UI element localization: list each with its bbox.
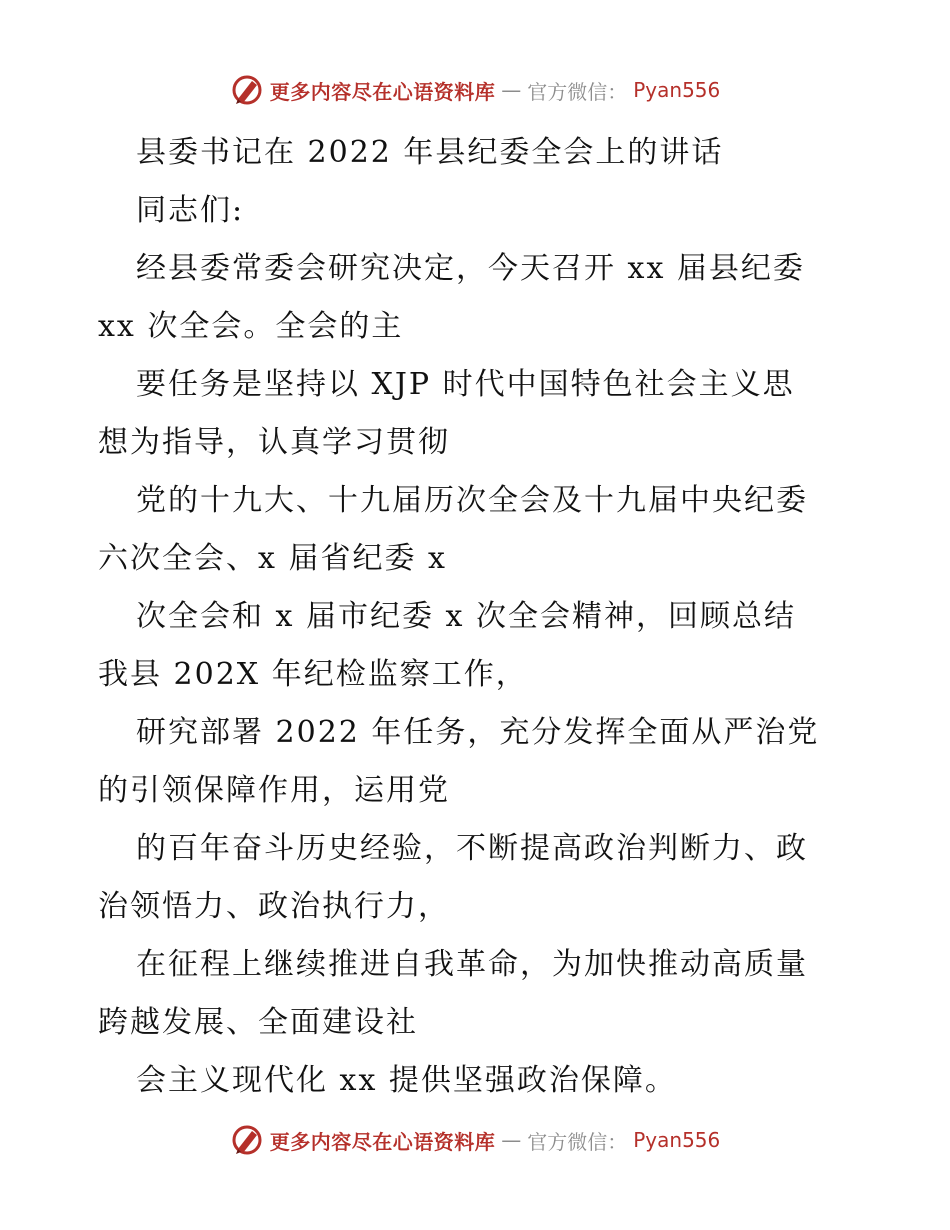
- text-line: 我县 202X 年纪检监察工作，: [98, 657, 528, 692]
- salutation: 同志们:: [136, 193, 245, 228]
- header-contact-label: 官方微信：: [527, 79, 628, 104]
- text-line: 的百年奋斗历史经验，不断提高政治判断力、政: [136, 831, 808, 866]
- text-line: 治领悟力、政治执行力，: [98, 889, 450, 924]
- text-line: 会主义现代化 xx 提供坚强政治保障。: [136, 1063, 677, 1098]
- text-line: 想为指导，认真学习贯彻: [98, 425, 450, 460]
- text-line: 六次全会、x 届省纪委 x: [98, 541, 447, 576]
- text-line: 经县委常委会研究决定，今天召开 xx 届县纪委: [136, 251, 805, 286]
- text-line: 研究部署 2022 年任务，充分发挥全面从严治党: [136, 715, 820, 750]
- footer-wechat-id: Pyan556: [633, 1128, 721, 1152]
- footer-dash: —: [501, 1128, 522, 1152]
- text-line: 要任务是坚持以 XJP 时代中国特色社会主义思: [136, 367, 795, 402]
- text-line: 的引领保障作用，运用党: [98, 773, 450, 808]
- footer-contact-label: 官方微信：: [527, 1129, 628, 1154]
- document-body: [98, 124, 858, 1110]
- text-line: 党的十九大、十九届历次全会及十九届中央纪委: [136, 483, 808, 518]
- footer-banner: [0, 1120, 950, 1160]
- text-line: 在征程上继续推进自我革命，为加快推动高质量: [136, 947, 808, 982]
- document-title: 县委书记在 2022 年县纪委全会上的讲话: [136, 135, 724, 170]
- pen-logo-icon: [230, 1123, 264, 1157]
- header-dash: —: [501, 78, 522, 102]
- header-wechat-id: Pyan556: [633, 78, 721, 102]
- text-line: 次全会和 x 届市纪委 x 次全会精神，回顾总结: [136, 599, 796, 634]
- footer-brand-text: 更多内容尽在心语资料库: [269, 1129, 496, 1154]
- pen-logo-icon: [230, 73, 264, 107]
- text-line: xx 次全会。全会的主: [98, 309, 404, 344]
- header-banner: [0, 70, 950, 110]
- header-brand-text: 更多内容尽在心语资料库: [269, 79, 496, 104]
- text-line: 跨越发展、全面建设社: [98, 1005, 418, 1040]
